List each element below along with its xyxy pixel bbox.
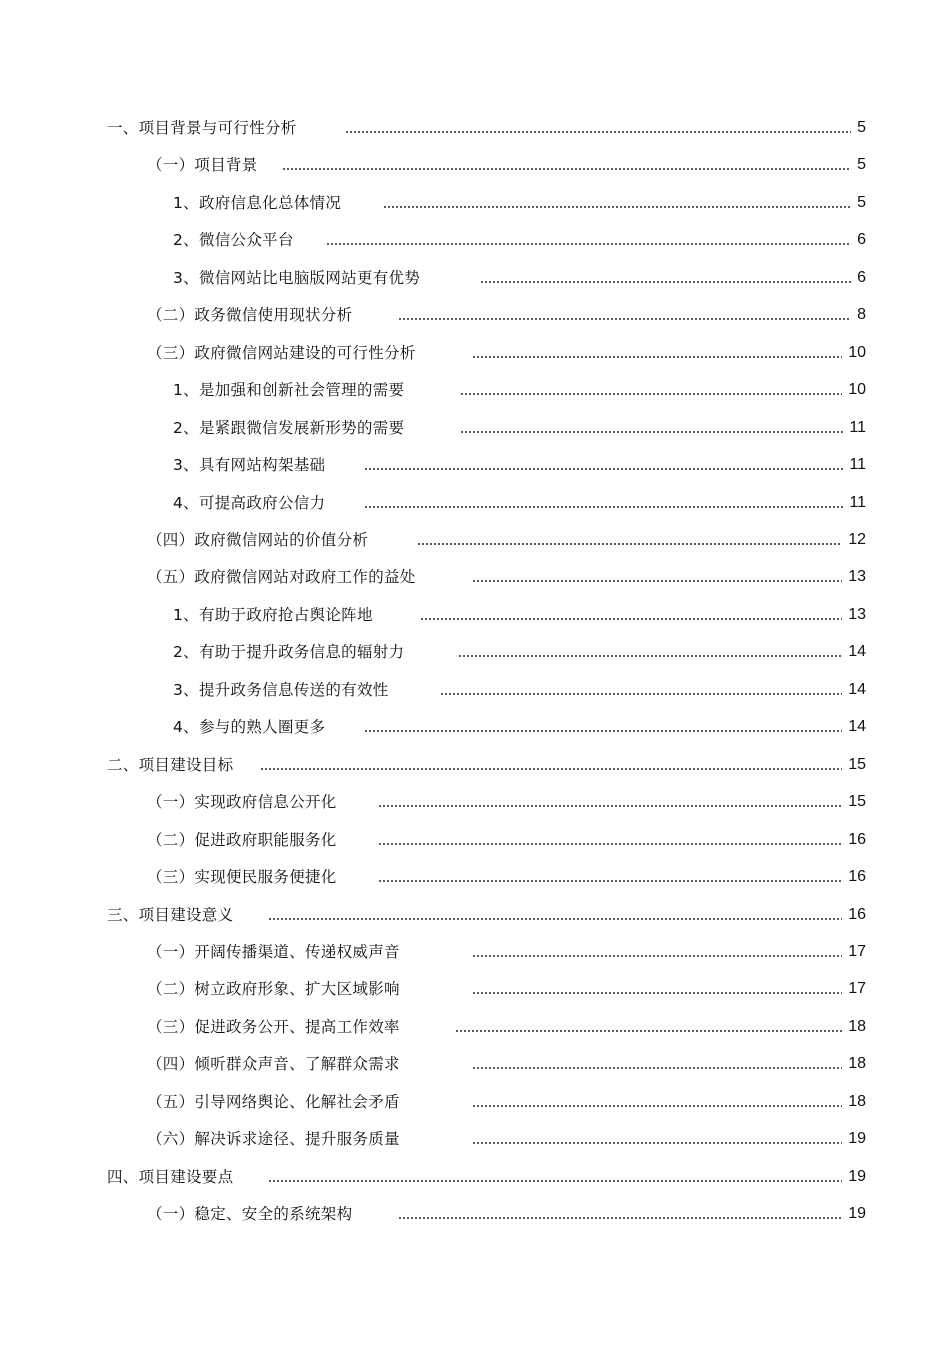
toc-entry[interactable] — [147, 149, 866, 175]
toc-entry[interactable] — [147, 561, 866, 587]
toc-entry-page-number: 14 — [848, 643, 866, 661]
toc-dot-leader — [378, 843, 842, 845]
toc-entry-title: （二）树立政府形象、扩大区域影响 — [147, 980, 400, 999]
toc-entry-page-number: 8 — [857, 306, 866, 324]
toc-entry-page-number: 11 — [849, 493, 866, 511]
toc-entry-page-number: 19 — [848, 1167, 866, 1185]
toc-entry-page-number: 18 — [848, 1055, 866, 1073]
toc-entry-page-number: 5 — [857, 119, 866, 136]
toc-entry[interactable] — [147, 1086, 866, 1112]
toc-entry-title: 4、可提高政府公信力 — [173, 493, 326, 512]
toc-entry-page-number: 6 — [857, 231, 866, 249]
toc-entry-page-number: 14 — [848, 718, 866, 736]
toc-entry-title: （四）倾听群众声音、了解群众需求 — [147, 1055, 400, 1074]
toc-entry[interactable] — [107, 899, 866, 925]
toc-entry-page-number: 18 — [848, 1092, 866, 1110]
toc-dot-leader — [472, 580, 842, 582]
toc-entry-title: 3、提升政务信息传送的有效性 — [173, 680, 389, 699]
toc-entry[interactable] — [173, 412, 866, 438]
toc-dot-leader — [472, 1105, 842, 1107]
toc-entry[interactable] — [147, 1123, 866, 1149]
toc-dot-leader — [420, 618, 842, 620]
toc-entry-title: （六）解决诉求途径、提升服务质量 — [147, 1130, 400, 1149]
toc-entry[interactable] — [173, 487, 866, 513]
toc-entry-page-number: 10 — [848, 343, 866, 361]
toc-entry-page-number: 13 — [848, 568, 866, 586]
toc-entry[interactable] — [147, 1011, 866, 1037]
toc-entry-title: 二、项目建设目标 — [107, 755, 234, 774]
toc-entry-page-number: 5 — [857, 193, 866, 211]
toc-entry[interactable] — [147, 936, 866, 962]
toc-entry-title: （一）项目背景 — [147, 156, 258, 175]
toc-entry-page-number: 15 — [848, 755, 866, 773]
toc-entry-page-number: 17 — [848, 942, 866, 960]
toc-entry[interactable] — [107, 749, 866, 775]
toc-entry-title: （三）促进政务公开、提高工作效率 — [147, 1017, 400, 1036]
toc-entry[interactable] — [147, 786, 866, 812]
toc-entry-title: （三）政府微信网站建设的可行性分析 — [147, 343, 416, 362]
toc-dot-leader — [472, 1067, 842, 1069]
toc-dot-leader — [472, 356, 842, 358]
toc-entry-page-number: 11 — [849, 418, 866, 436]
toc-entry-page-number: 17 — [848, 980, 866, 998]
toc-dot-leader — [364, 468, 843, 470]
toc-entry[interactable] — [147, 1048, 866, 1074]
toc-entry-page-number: 19 — [848, 1130, 866, 1148]
toc-dot-leader — [345, 131, 851, 133]
toc-entry-page-number: 16 — [848, 905, 866, 923]
toc-entry-title: 3、具有网站构架基础 — [173, 456, 326, 475]
toc-entry-title: 1、政府信息化总体情况 — [173, 193, 342, 212]
toc-dot-leader — [480, 281, 851, 283]
toc-entry-title: 1、有助于政府抢占舆论阵地 — [173, 605, 373, 624]
toc-entry[interactable] — [173, 449, 866, 475]
toc-entry-title: （一）实现政府信息公开化 — [147, 793, 337, 812]
toc-entry-title: （五）引导网络舆论、化解社会矛盾 — [147, 1092, 400, 1111]
toc-entry-title: 2、有助于提升政务信息的辐射力 — [173, 643, 405, 662]
toc-entry-title: （五）政府微信网站对政府工作的益处 — [147, 568, 416, 587]
toc-entry[interactable] — [147, 524, 866, 550]
toc-entry-title: （一）开阔传播渠道、传递权威声音 — [147, 942, 400, 961]
toc-entry-page-number: 18 — [848, 1017, 866, 1035]
toc-entry[interactable] — [147, 973, 866, 999]
toc-dot-leader — [268, 1180, 842, 1182]
toc-dot-leader — [364, 506, 843, 508]
toc-entry[interactable] — [173, 374, 866, 400]
toc-entry[interactable] — [173, 711, 866, 737]
toc-entry[interactable] — [173, 262, 866, 288]
toc-dot-leader — [417, 543, 842, 545]
toc-entry[interactable] — [147, 861, 866, 887]
toc-entry[interactable] — [107, 1161, 866, 1187]
toc-dot-leader — [460, 393, 842, 395]
toc-entry[interactable] — [147, 1198, 866, 1224]
toc-entry-page-number: 14 — [848, 680, 866, 698]
toc-entry[interactable] — [147, 299, 866, 325]
toc-entry-page-number: 6 — [857, 268, 866, 286]
toc-entry-title: （二）政务微信使用现状分析 — [147, 306, 353, 325]
toc-entry-page-number: 5 — [857, 156, 866, 174]
toc-dot-leader — [460, 431, 843, 433]
toc-entry-page-number: 16 — [848, 830, 866, 848]
toc-entry-title: （四）政府微信网站的价值分析 — [147, 531, 369, 549]
toc-dot-leader — [260, 768, 842, 770]
toc-dot-leader — [458, 655, 842, 657]
toc-dot-leader — [383, 206, 851, 208]
toc-dot-leader — [440, 693, 842, 695]
toc-entry-title: 3、微信网站比电脑版网站更有优势 — [173, 268, 421, 287]
toc-dot-leader — [282, 168, 851, 170]
toc-dot-leader — [398, 1217, 842, 1219]
toc-entry-title: 四、项目建设要点 — [107, 1167, 234, 1186]
toc-entry-page-number: 16 — [848, 868, 866, 885]
toc-entry-title: 2、是紧跟微信发展新形势的需要 — [173, 418, 405, 437]
toc-entry-page-number: 11 — [849, 456, 866, 474]
toc-dot-leader — [472, 992, 842, 994]
toc-entry[interactable] — [147, 824, 866, 850]
toc-entry[interactable] — [107, 112, 866, 138]
toc-entry-page-number: 10 — [848, 381, 866, 399]
toc-entry-page-number: 13 — [848, 605, 866, 623]
toc-dot-leader — [378, 880, 842, 882]
toc-dot-leader — [398, 318, 851, 320]
toc-dot-leader — [472, 955, 842, 957]
toc-entry[interactable] — [173, 187, 866, 213]
toc-dot-leader — [378, 805, 842, 807]
toc-entry-page-number: 19 — [848, 1205, 866, 1223]
toc-entry-title: 三、项目建设意义 — [107, 905, 234, 924]
toc-dot-leader — [455, 1030, 842, 1032]
toc-dot-leader — [268, 918, 842, 920]
toc-entry[interactable] — [173, 599, 866, 625]
toc-entry[interactable] — [173, 674, 866, 700]
toc-entry[interactable] — [173, 636, 866, 662]
toc-dot-leader — [326, 243, 851, 245]
toc-entry-title: 4、参与的熟人圈更多 — [173, 718, 326, 737]
toc-entry-page-number: 12 — [848, 531, 866, 548]
toc-entry-title: （二）促进政府职能服务化 — [147, 830, 337, 849]
toc-entry-page-number: 15 — [848, 793, 866, 811]
toc-entry-title: （三）实现便民服务便捷化 — [147, 868, 337, 886]
toc-dot-leader — [472, 1142, 842, 1144]
toc-entry-title: 1、是加强和创新社会管理的需要 — [173, 381, 405, 400]
toc-entry-title: （一）稳定、安全的系统架构 — [147, 1205, 353, 1224]
toc-entry[interactable] — [147, 337, 866, 363]
toc-dot-leader — [364, 730, 842, 732]
toc-entry[interactable] — [173, 224, 866, 250]
toc-entry-title: 2、微信公众平台 — [173, 231, 294, 250]
toc-entry-title: 一、项目背景与可行性分析 — [107, 119, 297, 137]
